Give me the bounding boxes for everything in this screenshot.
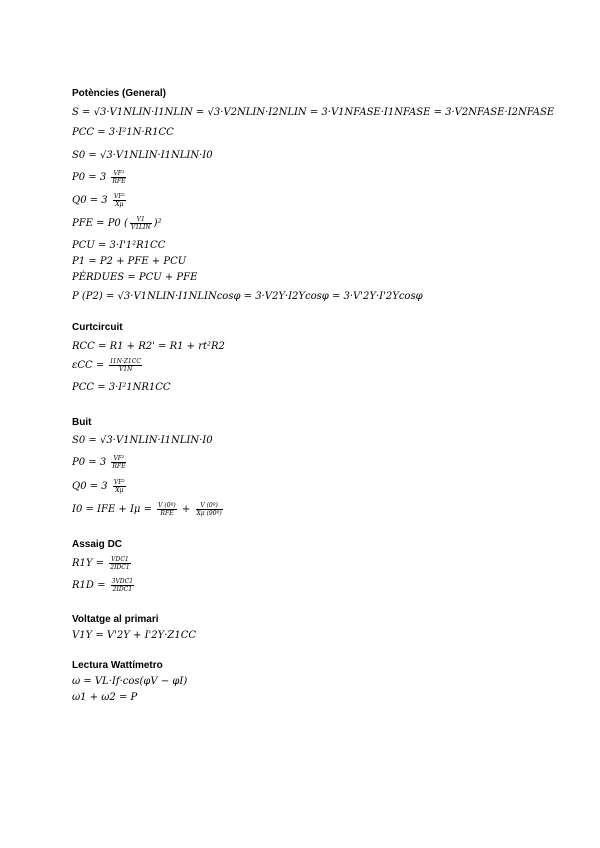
- fraction-denominator: Xμ (90º): [196, 510, 222, 517]
- fraction-denominator: 2IDC1: [112, 586, 133, 593]
- fraction-denominator: Xμ: [115, 487, 124, 494]
- equation-v1y: V1Y = V'2Y + I'2Y·Z1CC: [72, 630, 197, 641]
- equation-perdues: PÈRDUES = PCU + PFE: [72, 272, 198, 283]
- equation-r1y: [72, 556, 133, 571]
- equation-p0-lhs: P0 = 3: [72, 172, 107, 183]
- fraction-q0: [113, 193, 126, 208]
- fraction-denominator: RFE: [112, 463, 126, 470]
- equation-pfe: [72, 216, 162, 231]
- fraction-numerator: VDC1: [111, 556, 129, 563]
- equation-p1: P1 = P2 + PFE + PCU: [72, 256, 187, 267]
- fraction-denominator: RFE: [160, 510, 174, 517]
- equation-rcc: RCC = R1 + R2' = R1 + rt²R2: [72, 341, 225, 352]
- fraction-denominator: RFE: [112, 178, 126, 185]
- equation-r1d-lhs: R1D =: [72, 580, 106, 591]
- equation-r1y-lhs: R1Y =: [72, 558, 105, 569]
- equation-i0-plus: +: [181, 504, 191, 515]
- equation-p0-lhs: P0 = 3: [72, 457, 107, 468]
- equation-q0-lhs: Q0 = 3: [72, 195, 108, 206]
- equation-p-p2: P (P2) = √3·V1NLIN·I1NLINcosφ = 3·V2Y·I2Ycosφ = 3·V'2Y·I'2Ycosφ: [72, 291, 423, 302]
- equation-i0: [72, 502, 225, 517]
- fraction-numerator: VF²: [113, 479, 125, 486]
- equation-omega: ω = VL·If·cos(φV − φI): [72, 676, 188, 687]
- fraction-numerator: VF²: [113, 193, 125, 200]
- equation-p0-buit: [72, 455, 128, 470]
- fraction-r1d: [111, 578, 134, 593]
- fraction-numerator: 3VDC1: [111, 578, 134, 585]
- section-heading-lectura: Lectura Wattímetro: [72, 660, 163, 671]
- fraction-numerator: V1: [130, 216, 152, 224]
- fraction-r1y: [109, 556, 130, 571]
- fraction-pfe: [130, 216, 152, 231]
- section-heading-assaig-dc: Assaig DC: [72, 539, 123, 550]
- equation-pfe-rhs: )²: [153, 218, 162, 229]
- fraction-i0-2: [196, 502, 223, 517]
- equation-ecc-lhs: εCC =: [72, 360, 105, 371]
- equation-q0-lhs: Q0 = 3: [72, 481, 108, 492]
- fraction-denominator: 2IDC1: [110, 564, 130, 571]
- fraction-denominator: V1N: [118, 366, 133, 373]
- equation-i0-lhs: I0 = IFE + Iμ =: [72, 504, 152, 515]
- equation-omega-sum: ω1 + ω2 = P: [72, 692, 138, 703]
- equation-s: S = √3·V1NLIN·I1NLIN = √3·V2NLIN·I2NLIN = 3·V1NFASE·I1NFASE = 3·V2NFASE·I2NFASE: [72, 107, 555, 118]
- equation-q0-buit: [72, 479, 128, 494]
- equation-pcu: PCU = 3·I'1²R1CC: [72, 240, 166, 251]
- fraction-numerator: V (0º): [158, 502, 176, 509]
- fraction-p0: [111, 455, 126, 470]
- equation-r1d: [72, 578, 136, 593]
- fraction-ecc: [109, 358, 142, 373]
- fraction-denominator: V1LIN: [130, 224, 151, 231]
- fraction-q0: [113, 479, 126, 494]
- equation-pcc: PCC = 3·I²1N·R1CC: [72, 127, 174, 138]
- fraction-numerator: V (0º): [196, 502, 223, 510]
- equation-pcc-curtcircuit: PCC = 3·I²1NR1CC: [72, 382, 171, 393]
- section-heading-general: Potències (General): [72, 88, 166, 99]
- fraction-numerator: VF²: [111, 170, 126, 178]
- equation-s0: S0 = √3·V1NLIN·I1NLIN·I0: [72, 150, 213, 161]
- fraction-p0: [111, 170, 126, 185]
- fraction-numerator: VF²: [111, 455, 126, 463]
- section-heading-voltatge: Voltatge al primari: [72, 614, 159, 625]
- section-heading-buit: Buit: [72, 417, 92, 428]
- fraction-denominator: Xμ: [115, 201, 124, 208]
- section-heading-curtcircuit: Curtcircuit: [72, 322, 123, 333]
- fraction-numerator: I1N·Z1CC: [110, 358, 141, 365]
- equation-q0: [72, 193, 128, 208]
- equation-s0-buit: S0 = √3·V1NLIN·I1NLIN·I0: [72, 435, 213, 446]
- equation-p0: [72, 170, 128, 185]
- equation-ecc: [72, 358, 144, 373]
- fraction-i0-1: [157, 502, 177, 517]
- equation-pfe-lhs: PFE = P0 (: [72, 218, 128, 229]
